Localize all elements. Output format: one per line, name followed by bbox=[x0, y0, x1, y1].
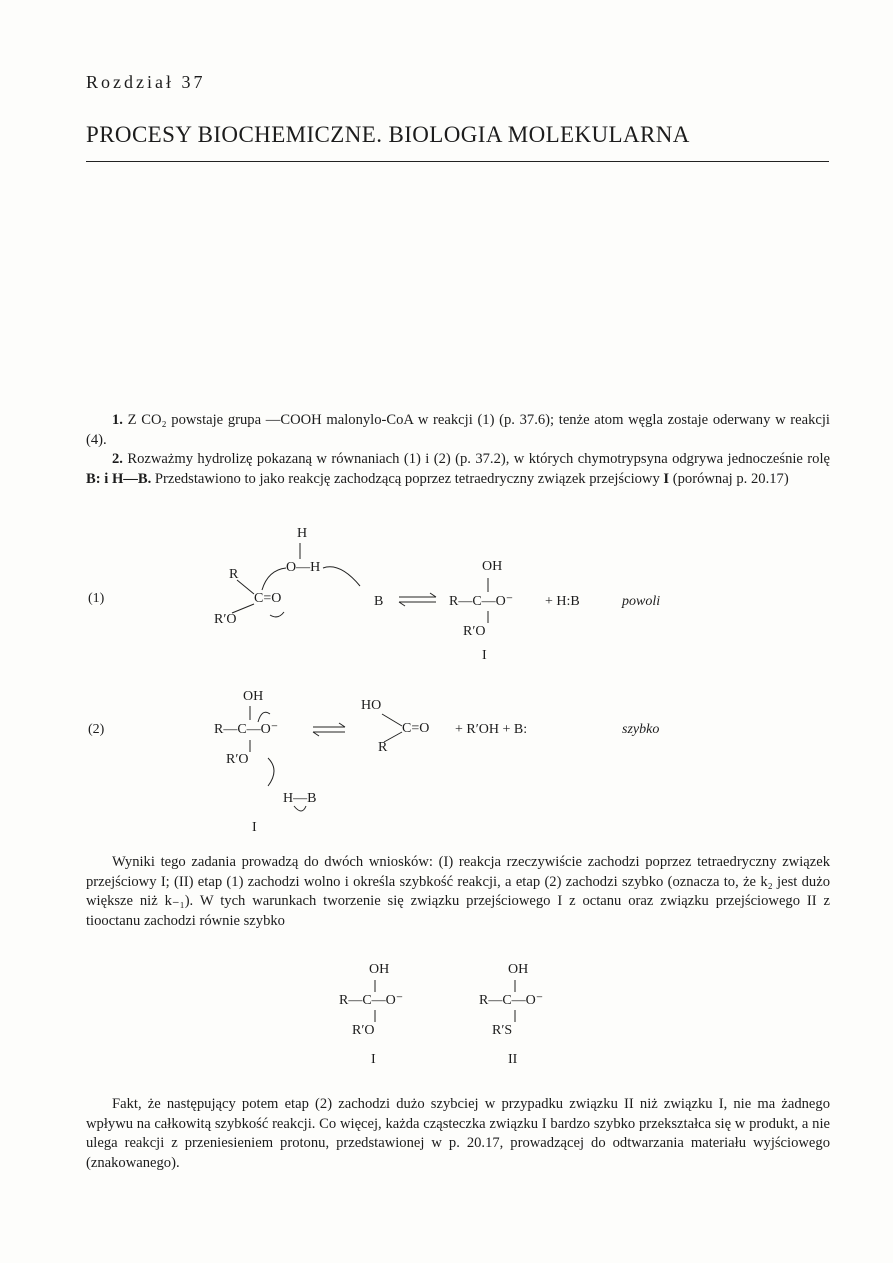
chapter-title: PROCESY BIOCHEMICZNE. BIOLOGIA MOLEKULARNA bbox=[86, 122, 690, 147]
r2-product-co: C=O bbox=[402, 721, 430, 736]
r2-ro: R′O bbox=[226, 752, 249, 767]
r1-product-main: R—C—O⁻ bbox=[449, 594, 514, 609]
r2-hb: H—B bbox=[283, 791, 317, 806]
reaction-2-label: (2) bbox=[88, 722, 105, 737]
r2-intermediate-label: I bbox=[252, 820, 257, 835]
struct-1-main: R—C—O⁻ bbox=[339, 993, 404, 1008]
answer-2-bold-b: B: i H—B. bbox=[86, 470, 152, 487]
r1-product-hb: + H:B bbox=[545, 594, 580, 609]
answer-2-bold-i: I bbox=[663, 470, 670, 487]
r1-r: R bbox=[229, 567, 239, 582]
struct-2-label: II bbox=[508, 1052, 518, 1067]
bond-ro-c bbox=[232, 604, 254, 613]
r1-h-top: H bbox=[297, 526, 308, 541]
r2-product-rest: + R′OH + B: bbox=[455, 722, 528, 737]
curly-arrow-6 bbox=[294, 806, 306, 811]
curly-arrow-5 bbox=[268, 758, 274, 786]
bond-r-c bbox=[237, 580, 254, 594]
struct-1-label: I bbox=[371, 1052, 376, 1067]
r1-base: B bbox=[374, 594, 384, 609]
r1-product-oh: OH bbox=[482, 559, 503, 574]
conclusion-text: Wyniki tego zadania prowadzą do dwóch wniosków: (I) reakcja rzeczywiście zachodzi poprzez tetraedryczny związek przejściowy I; (II) etap (1) zachodzi wolno i określa szybkość reakcji, a etap (2) zachodzi szybko (oznacza to, że k₂ jest dużo większe niż k₋₁). W tych warunkach tworzenie się związku przejściowego I z octanu oraz związku przejściowego II z tiooctanu zachodzi równie szybko bbox=[86, 854, 830, 929]
curly-arrow-1 bbox=[262, 568, 286, 590]
r2-main: R—C—O⁻ bbox=[214, 722, 279, 737]
r2-oh: OH bbox=[243, 689, 264, 704]
r1-o-h: O—H bbox=[286, 560, 321, 575]
answer-1-number: 1. bbox=[112, 412, 123, 428]
reaction-1-label: (1) bbox=[88, 591, 105, 606]
struct-2-main: R—C—O⁻ bbox=[479, 993, 544, 1008]
r1-product-ro: R′O bbox=[463, 624, 486, 639]
r2-product-r: R bbox=[378, 740, 388, 755]
chapter-heading: Rozdział 37 bbox=[86, 72, 206, 92]
struct-1-oh: OH bbox=[369, 962, 390, 977]
r1-r-o: R′O bbox=[214, 612, 237, 627]
struct-1-sub: R′O bbox=[352, 1023, 375, 1038]
answer-2-text-c: (porównaj p. 20.17) bbox=[669, 470, 789, 487]
r2-rate: szybko bbox=[622, 722, 660, 737]
r1-c-o: C=O bbox=[254, 591, 282, 606]
r1-intermediate-label: I bbox=[482, 648, 487, 663]
curly-arrow-2 bbox=[323, 567, 360, 586]
answer-2-text-a: Rozważmy hydrolizę pokazaną w równaniach (1) i (2) (p. 37.2), w których chymotrypsyna odgrywa jednocześnie rolę bbox=[127, 451, 830, 467]
r1-rate: powoli bbox=[622, 594, 661, 609]
answer-2-text-b: Przedstawiono to jako reakcję zachodzącą poprzez tetraedryczny związek przejściowy bbox=[151, 470, 664, 487]
curly-arrow-4 bbox=[258, 712, 270, 722]
struct-2-oh: OH bbox=[508, 962, 529, 977]
answer-1-text: Z CO₂ powstaje grupa —COOH malonylo-CoA w reakcji (1) (p. 37.6); tenże atom węgla zostaje oderwany w reakcji (4). bbox=[86, 412, 830, 448]
answer-2-number: 2. bbox=[112, 451, 123, 467]
final-text: Fakt, że następujący potem etap (2) zachodzi dużo szybciej w przypadku związku II niż związku I, nie ma żadnego wpływu na całkowitą szybkość reakcji. Co więcej, każda cząsteczka związku I bardzo szybko przekształca się w produkt, a nie ulega reakcji z przeniesieniem protonu, przedstawionej w p. 20.17, prowadzącej do odtwarzania materiału wyjściowego (znakowanego). bbox=[86, 1096, 830, 1171]
curly-arrow-3 bbox=[270, 612, 284, 617]
r2-product-ho: HO bbox=[361, 698, 382, 713]
struct-2-sub: R′S bbox=[492, 1023, 513, 1038]
